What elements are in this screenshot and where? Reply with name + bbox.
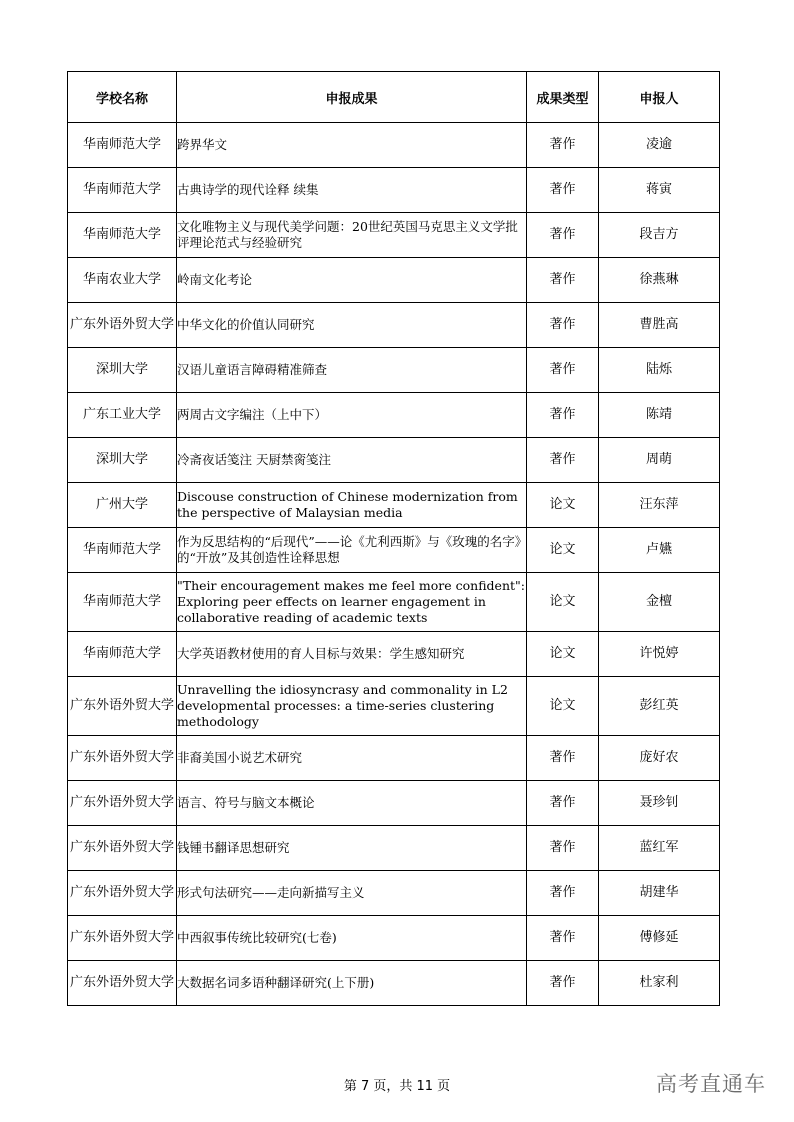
applicant-cell: 庞好农 <box>599 736 720 781</box>
result-cell: "Their encouragement makes me feel more confident": Exploring peer effects on learner engagement in collaborative reading of academic texts <box>177 573 527 632</box>
table-row <box>68 258 720 303</box>
result-cell: 两周古文字编注（上中下） <box>177 393 527 438</box>
school-cell: 广东外语外贸大学 <box>68 677 177 736</box>
school-cell: 广东外语外贸大学 <box>68 781 177 826</box>
table-row <box>68 826 720 871</box>
applicant-cell: 聂珍钊 <box>599 781 720 826</box>
type-cell: 论文 <box>527 677 599 736</box>
type-cell: 著作 <box>527 213 599 258</box>
result-cell: Discouse construction of Chinese modernization from the perspective of Malaysian media <box>177 483 527 528</box>
header-result: 申报成果 <box>177 72 527 123</box>
table-row <box>68 871 720 916</box>
header-applicant: 申报人 <box>599 72 720 123</box>
table-row <box>68 123 720 168</box>
result-cell: 跨界华文 <box>177 123 527 168</box>
school-cell: 深圳大学 <box>68 438 177 483</box>
applicant-cell: 胡建华 <box>599 871 720 916</box>
result-cell: 中西叙事传统比较研究(七卷) <box>177 916 527 961</box>
table-row <box>68 736 720 781</box>
type-cell: 著作 <box>527 736 599 781</box>
applicant-cell: 蓝红军 <box>599 826 720 871</box>
school-cell: 华南师范大学 <box>68 528 177 573</box>
result-cell: 冷斋夜话笺注 天厨禁脔笺注 <box>177 438 527 483</box>
applicant-cell: 凌逾 <box>599 123 720 168</box>
applicant-cell: 陆烁 <box>599 348 720 393</box>
result-cell: 古典诗学的现代诠释 续集 <box>177 168 527 213</box>
type-cell: 著作 <box>527 871 599 916</box>
type-cell: 著作 <box>527 438 599 483</box>
table-row <box>68 961 720 1006</box>
result-cell: 汉语儿童语言障碍精准筛查 <box>177 348 527 393</box>
school-cell: 广东外语外贸大学 <box>68 916 177 961</box>
type-cell: 著作 <box>527 123 599 168</box>
applicant-cell: 傅修延 <box>599 916 720 961</box>
type-cell: 著作 <box>527 393 599 438</box>
table-row <box>68 677 720 736</box>
result-cell: 非裔美国小说艺术研究 <box>177 736 527 781</box>
school-cell: 深圳大学 <box>68 348 177 393</box>
table-row <box>68 916 720 961</box>
applicant-cell: 杜家利 <box>599 961 720 1006</box>
result-cell: 语言、符号与脑文本概论 <box>177 781 527 826</box>
table-row <box>68 303 720 348</box>
school-cell: 华南师范大学 <box>68 213 177 258</box>
school-cell: 广东外语外贸大学 <box>68 871 177 916</box>
applicant-cell: 徐燕琳 <box>599 258 720 303</box>
result-cell: 钱锺书翻译思想研究 <box>177 826 527 871</box>
type-cell: 著作 <box>527 348 599 393</box>
school-cell: 广东工业大学 <box>68 393 177 438</box>
table-row <box>68 438 720 483</box>
applicant-cell: 许悦婷 <box>599 632 720 677</box>
school-cell: 华南师范大学 <box>68 168 177 213</box>
page-footer: 第 7 页，共 11 页 <box>343 1079 451 1094</box>
school-cell: 广州大学 <box>68 483 177 528</box>
awards-table <box>67 71 720 1006</box>
table-row <box>68 573 720 632</box>
school-cell: 广东外语外贸大学 <box>68 961 177 1006</box>
school-cell: 华南师范大学 <box>68 632 177 677</box>
applicant-cell: 段吉方 <box>599 213 720 258</box>
applicant-cell: 陈靖 <box>599 393 720 438</box>
applicant-cell: 彭红英 <box>599 677 720 736</box>
result-cell: 形式句法研究——走向新描写主义 <box>177 871 527 916</box>
type-cell: 论文 <box>527 573 599 632</box>
result-cell: Unravelling the idiosyncrasy and commonality in L2 developmental processes: a time-series clustering methodology <box>177 677 527 736</box>
applicant-cell: 周萌 <box>599 438 720 483</box>
table-row <box>68 528 720 573</box>
type-cell: 著作 <box>527 303 599 348</box>
table-header-row <box>68 72 720 123</box>
applicant-cell: 曹胜高 <box>599 303 720 348</box>
table-row <box>68 393 720 438</box>
school-cell: 华南师范大学 <box>68 123 177 168</box>
result-cell: 中华文化的价值认同研究 <box>177 303 527 348</box>
result-cell: 大数据名词多语种翻译研究(上下册) <box>177 961 527 1006</box>
table-row <box>68 781 720 826</box>
school-cell: 华南师范大学 <box>68 573 177 632</box>
type-cell: 著作 <box>527 258 599 303</box>
applicant-cell: 蒋寅 <box>599 168 720 213</box>
type-cell: 论文 <box>527 483 599 528</box>
type-cell: 论文 <box>527 632 599 677</box>
applicant-cell: 金檀 <box>599 573 720 632</box>
header-type: 成果类型 <box>527 72 599 123</box>
type-cell: 著作 <box>527 961 599 1006</box>
school-cell: 广东外语外贸大学 <box>68 303 177 348</box>
result-cell: 岭南文化考论 <box>177 258 527 303</box>
result-cell: 作为反思结构的“后现代”——论《尤利西斯》与《玫瑰的名字》的“开放”及其创造性诠释思想 <box>177 528 527 573</box>
type-cell: 著作 <box>527 168 599 213</box>
applicant-cell: 汪东萍 <box>599 483 720 528</box>
applicant-cell: 卢嬿 <box>599 528 720 573</box>
school-cell: 华南农业大学 <box>68 258 177 303</box>
type-cell: 著作 <box>527 826 599 871</box>
type-cell: 论文 <box>527 528 599 573</box>
table-row <box>68 213 720 258</box>
table-row <box>68 168 720 213</box>
table-row <box>68 483 720 528</box>
result-cell: 文化唯物主义与现代美学问题：20世纪英国马克思主义文学批评理论范式与经验研究 <box>177 213 527 258</box>
school-cell: 广东外语外贸大学 <box>68 736 177 781</box>
result-cell: 大学英语教材使用的育人目标与效果：学生感知研究 <box>177 632 527 677</box>
school-cell: 广东外语外贸大学 <box>68 826 177 871</box>
type-cell: 著作 <box>527 781 599 826</box>
watermark-text: 高考直通车 <box>656 1072 766 1096</box>
table-row <box>68 348 720 393</box>
table-row <box>68 632 720 677</box>
type-cell: 著作 <box>527 916 599 961</box>
header-school: 学校名称 <box>68 72 177 123</box>
